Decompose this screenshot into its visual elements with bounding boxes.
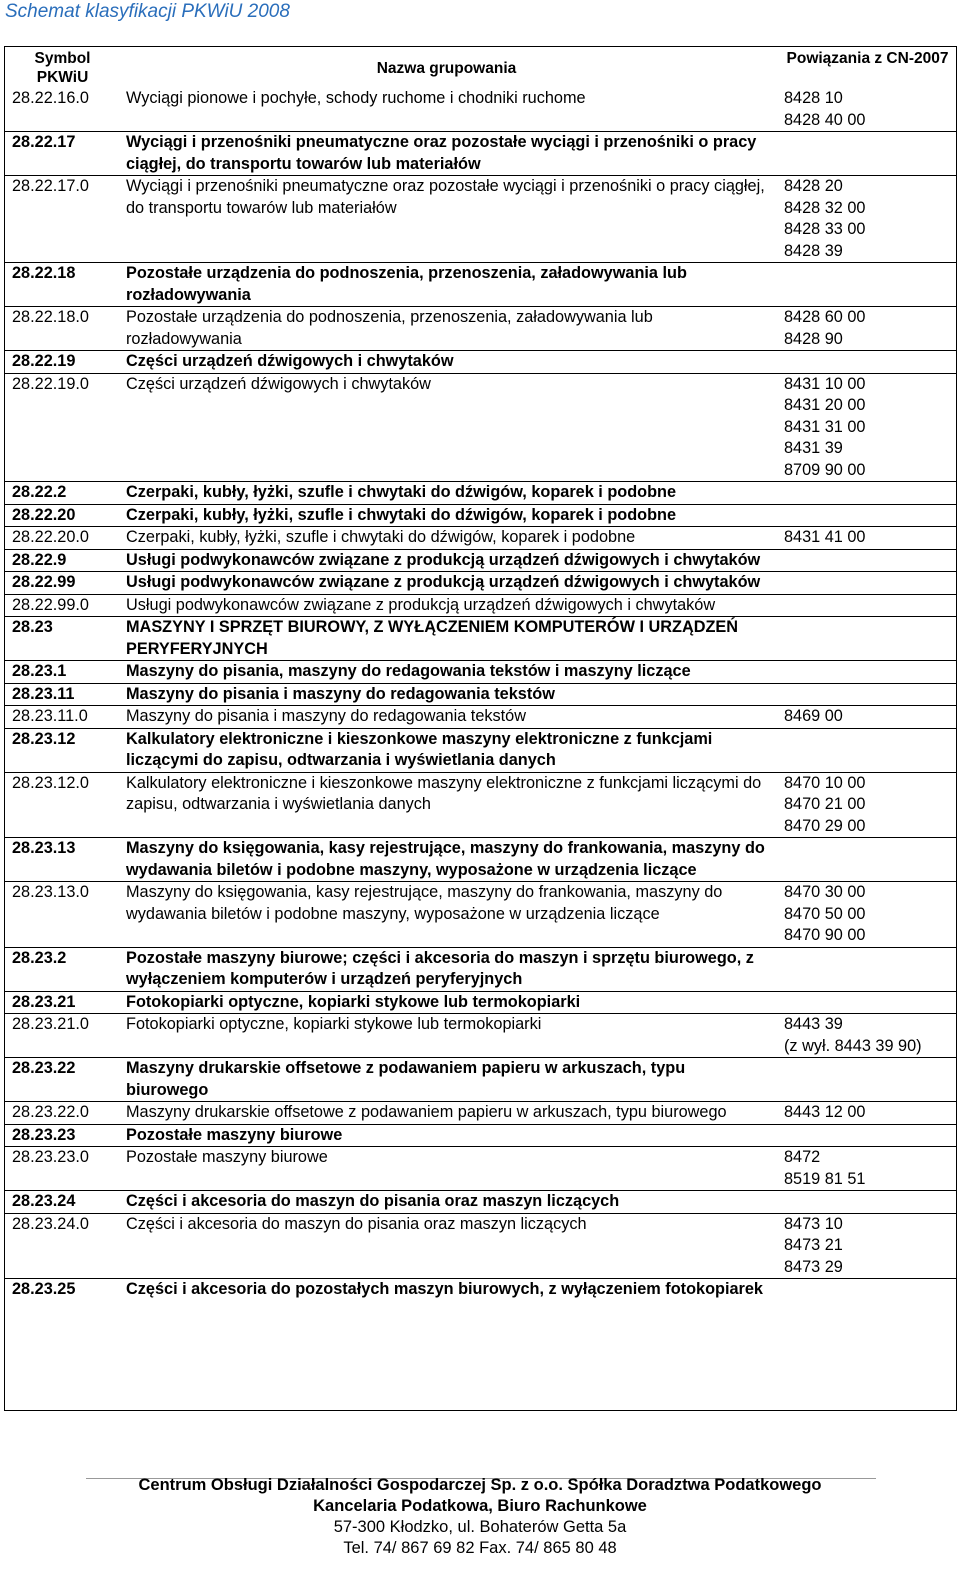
table-row bbox=[4, 263, 957, 307]
table-row bbox=[4, 683, 957, 706]
table-row bbox=[4, 838, 957, 882]
row-cn-codes bbox=[772, 838, 957, 882]
table-row bbox=[4, 176, 957, 263]
row-name: Czerpaki, kubły, łyżki, szufle i chwytaki do dźwigów, koparek i podobne bbox=[115, 504, 772, 527]
row-name: Usługi podwykonawców związane z produkcją urządzeń dźwigowych i chwytaków bbox=[115, 572, 772, 595]
row-name: Maszyny do księgowania, kasy rejestrujące, maszyny do frankowania, maszyny do wydawania biletów i podobne maszyny, wyposażone w urządzenia liczące bbox=[115, 838, 772, 882]
cn-code: 8473 21 bbox=[784, 1236, 843, 1254]
row-cn-codes bbox=[772, 1279, 957, 1301]
table-row bbox=[4, 88, 957, 132]
row-name: Pozostałe maszyny biurowe; części i akcesoria do maszyn i sprzętu biurowego, z wyłączeniem komputerów i urządzeń peryferyjnych bbox=[115, 947, 772, 991]
row-cn-codes bbox=[772, 1102, 957, 1125]
table-row bbox=[4, 1147, 957, 1191]
cn-code: 8473 29 bbox=[784, 1257, 843, 1276]
row-cn-codes bbox=[772, 947, 957, 991]
row-name: Kalkulatory elektroniczne i kieszonkowe maszyny elektroniczne z funkcjami liczącymi do zapisu, odtwarzania i wyświetlania danych bbox=[115, 772, 772, 838]
row-cn-codes bbox=[772, 549, 957, 572]
header-name: Nazwa grupowania bbox=[376, 59, 517, 77]
row-cn-codes bbox=[772, 1058, 957, 1102]
row-cn-codes bbox=[772, 176, 957, 263]
table-row bbox=[4, 132, 957, 176]
cn-code: 8428 20 bbox=[784, 177, 843, 195]
row-name: Części urządzeń dźwigowych i chwytaków bbox=[115, 373, 772, 482]
row-code: 28.23.25 bbox=[4, 1279, 115, 1301]
footer-phone: Tel. 74/ 867 69 82 Fax. 74/ 865 80 48 bbox=[343, 1539, 617, 1557]
row-code: 28.23.23.0 bbox=[4, 1147, 115, 1191]
row-cn-codes bbox=[772, 572, 957, 595]
row-code: 28.22.99 bbox=[4, 572, 115, 595]
row-name: Części i akcesoria do pozostałych maszyn biurowych, z wyłączeniem fotokopiarek bbox=[115, 1279, 772, 1301]
table-row bbox=[4, 594, 957, 617]
row-name: Kalkulatory elektroniczne i kieszonkowe maszyny elektroniczne z funkcjami liczącymi do zapisu, odtwarzania i wyświetlania danych bbox=[115, 728, 772, 772]
row-name: Fotokopiarki optyczne, kopiarki stykowe lub termokopiarki bbox=[115, 991, 772, 1014]
cn-code: 8428 32 00 bbox=[784, 198, 866, 217]
table-row bbox=[4, 527, 957, 550]
cn-code: 8470 30 00 bbox=[784, 883, 866, 901]
cn-code: 8470 90 00 bbox=[784, 926, 866, 944]
table-row bbox=[4, 661, 957, 684]
row-code: 28.23.12.0 bbox=[4, 772, 115, 838]
cn-code: 8431 41 00 bbox=[784, 528, 866, 546]
row-name: Części urządzeń dźwigowych i chwytaków bbox=[115, 351, 772, 374]
row-cn-codes bbox=[772, 482, 957, 505]
header-symbol: Symbol PKWiU bbox=[34, 50, 91, 86]
row-cn-codes bbox=[772, 882, 957, 948]
table-row bbox=[4, 373, 957, 482]
cn-code: 8709 90 00 bbox=[784, 460, 866, 479]
row-name: Maszyny do pisania, maszyny do redagowania tekstów i maszyny liczące bbox=[115, 661, 772, 684]
table-header-row bbox=[4, 46, 957, 88]
row-cn-codes bbox=[772, 263, 957, 307]
table-body bbox=[4, 88, 957, 1301]
row-cn-codes bbox=[772, 991, 957, 1014]
row-name: MASZYNY I SPRZĘT BIUROWY, Z WYŁĄCZENIEM KOMPUTERÓW I URZĄDZEŃ PERYFERYJNYCH bbox=[115, 617, 772, 661]
row-name: Maszyny do księgowania, kasy rejestrujące, maszyny do frankowania, maszyny do wydawania biletów i podobne maszyny, wyposażone w urządzenia liczące bbox=[115, 882, 772, 948]
table-row bbox=[4, 482, 957, 505]
cn-code: 8431 10 00 bbox=[784, 374, 866, 393]
row-name: Maszyny do pisania i maszyny do redagowania tekstów bbox=[115, 683, 772, 706]
cn-code: 8428 40 00 bbox=[784, 110, 866, 129]
cn-code: 8519 81 51 bbox=[784, 1169, 866, 1188]
row-code: 28.22.19 bbox=[4, 351, 115, 374]
row-code: 28.23.24 bbox=[4, 1191, 115, 1214]
cn-code: (z wył. 8443 39 90) bbox=[784, 1036, 922, 1055]
row-code: 28.23.24.0 bbox=[4, 1213, 115, 1279]
footer-company: Centrum Obsługi Działalności Gospodarczej Sp. z o.o. Spółka Doradztwa Podatkowego bbox=[138, 1476, 822, 1494]
table-row bbox=[4, 572, 957, 595]
table-row bbox=[4, 1124, 957, 1147]
row-name: Pozostałe maszyny biurowe bbox=[115, 1124, 772, 1147]
row-cn-codes bbox=[772, 1014, 957, 1058]
cn-code: 8470 50 00 bbox=[784, 904, 866, 923]
row-code: 28.22.20.0 bbox=[4, 527, 115, 550]
table-row bbox=[4, 1058, 957, 1102]
cn-code: 8428 33 00 bbox=[784, 220, 866, 238]
table-row bbox=[4, 351, 957, 374]
row-code: 28.23.11.0 bbox=[4, 706, 115, 729]
row-code: 28.22.17 bbox=[4, 132, 115, 176]
footer-office: Kancelaria Podatkowa, Biuro Rachunkowe bbox=[313, 1497, 647, 1515]
row-code: 28.23.12 bbox=[4, 728, 115, 772]
cn-code: 8469 00 bbox=[784, 707, 843, 725]
row-cn-codes bbox=[772, 1124, 957, 1147]
row-name: Maszyny drukarskie offsetowe z podawaniem papieru w arkuszach, typu biurowego bbox=[115, 1102, 772, 1125]
cn-code: 8428 60 00 bbox=[784, 308, 866, 326]
cn-code: 8473 10 bbox=[784, 1214, 843, 1233]
row-name: Usługi podwykonawców związane z produkcją urządzeń dźwigowych i chwytaków bbox=[115, 594, 772, 617]
table-row bbox=[4, 882, 957, 948]
classification-table bbox=[4, 46, 957, 1301]
row-name: Fotokopiarki optyczne, kopiarki stykowe lub termokopiarki bbox=[115, 1014, 772, 1058]
row-cn-codes bbox=[772, 132, 957, 176]
row-code: 28.23.11 bbox=[4, 683, 115, 706]
table-row bbox=[4, 1191, 957, 1214]
row-code: 28.22.9 bbox=[4, 549, 115, 572]
cn-code: 8428 39 bbox=[784, 241, 843, 260]
cn-code: 8470 10 00 bbox=[784, 773, 866, 792]
row-code: 28.23.23 bbox=[4, 1124, 115, 1147]
table-row bbox=[4, 307, 957, 351]
row-cn-codes bbox=[772, 1191, 957, 1214]
row-name: Wyciągi i przenośniki pneumatyczne oraz pozostałe wyciągi i przenośniki o pracy ciągłej, do transportu towarów lub materiałów bbox=[115, 132, 772, 176]
cn-code: 8472 bbox=[784, 1148, 821, 1166]
table-row bbox=[4, 772, 957, 838]
cn-code: 8431 20 00 bbox=[784, 396, 866, 414]
row-code: 28.23.1 bbox=[4, 661, 115, 684]
row-cn-codes bbox=[772, 617, 957, 661]
table-row bbox=[4, 1014, 957, 1058]
footer bbox=[0, 1475, 960, 1559]
row-cn-codes bbox=[772, 772, 957, 838]
row-code: 28.23 bbox=[4, 617, 115, 661]
row-cn-codes bbox=[772, 351, 957, 374]
row-cn-codes bbox=[772, 307, 957, 351]
table-row bbox=[4, 549, 957, 572]
row-name: Czerpaki, kubły, łyżki, szufle i chwytaki do dźwigów, koparek i podobne bbox=[115, 482, 772, 505]
header-cn: Powiązania z CN-2007 bbox=[786, 50, 949, 67]
footer-address: 57-300 Kłodzko, ul. Bohaterów Getta 5a bbox=[333, 1518, 627, 1536]
table-row bbox=[4, 1279, 957, 1301]
row-cn-codes bbox=[772, 594, 957, 617]
row-code: 28.22.18.0 bbox=[4, 307, 115, 351]
row-name: Usługi podwykonawców związane z produkcją urządzeń dźwigowych i chwytaków bbox=[115, 549, 772, 572]
cn-code: 8428 10 bbox=[784, 89, 843, 107]
row-name: Pozostałe urządzenia do podnoszenia, przenoszenia, załadowywania lub rozładowywania bbox=[115, 307, 772, 351]
row-code: 28.23.2 bbox=[4, 947, 115, 991]
row-name: Wyciągi pionowe i pochyłe, schody ruchome i chodniki ruchome bbox=[126, 89, 586, 107]
cn-code: 8428 90 bbox=[784, 329, 843, 348]
table-row bbox=[4, 728, 957, 772]
row-name: Pozostałe maszyny biurowe bbox=[115, 1147, 772, 1191]
row-name: Części i akcesoria do maszyn do pisania oraz maszyn liczących bbox=[115, 1191, 772, 1214]
cn-code: 8431 31 00 bbox=[784, 417, 866, 436]
row-name: Części i akcesoria do maszyn do pisania oraz maszyn liczących bbox=[115, 1213, 772, 1279]
row-cn-codes bbox=[772, 1213, 957, 1279]
table-row bbox=[4, 991, 957, 1014]
row-cn-codes bbox=[772, 1147, 957, 1191]
cn-code: 8443 39 bbox=[784, 1015, 843, 1033]
cn-code: 8470 21 00 bbox=[784, 795, 866, 813]
cn-code: 8443 12 00 bbox=[784, 1103, 866, 1121]
table-row bbox=[4, 1213, 957, 1279]
table-row bbox=[4, 617, 957, 661]
row-code: 28.23.22.0 bbox=[4, 1102, 115, 1125]
row-cn-codes bbox=[772, 706, 957, 729]
row-cn-codes bbox=[772, 373, 957, 482]
row-name: Wyciągi i przenośniki pneumatyczne oraz pozostałe wyciągi i przenośniki o pracy ciągłej, do transportu towarów lub materiałów bbox=[115, 176, 772, 263]
row-cn-codes bbox=[772, 683, 957, 706]
row-code: 28.22.2 bbox=[4, 482, 115, 505]
cn-code: 8470 29 00 bbox=[784, 816, 866, 835]
row-name: Pozostałe urządzenia do podnoszenia, przenoszenia, załadowywania lub rozładowywania bbox=[115, 263, 772, 307]
row-cn-codes bbox=[772, 504, 957, 527]
row-name: Maszyny do pisania i maszyny do redagowania tekstów bbox=[115, 706, 772, 729]
row-cn-codes bbox=[772, 527, 957, 550]
table-row bbox=[4, 504, 957, 527]
row-code: 28.23.21.0 bbox=[4, 1014, 115, 1058]
row-code: 28.22.17.0 bbox=[4, 176, 115, 263]
row-code: 28.22.16.0 bbox=[12, 89, 89, 107]
row-code: 28.22.18 bbox=[4, 263, 115, 307]
row-cn-codes bbox=[772, 88, 957, 132]
table-row bbox=[4, 947, 957, 991]
row-code: 28.22.19.0 bbox=[4, 373, 115, 482]
table-row bbox=[4, 1102, 957, 1125]
row-cn-codes bbox=[772, 728, 957, 772]
page-title: Schemat klasyfikacji PKWiU 2008 bbox=[5, 1, 290, 22]
row-code: 28.23.13.0 bbox=[4, 882, 115, 948]
table-row bbox=[4, 706, 957, 729]
row-code: 28.23.13 bbox=[4, 838, 115, 882]
row-code: 28.22.20 bbox=[4, 504, 115, 527]
row-code: 28.23.21 bbox=[4, 991, 115, 1014]
row-name: Czerpaki, kubły, łyżki, szufle i chwytaki do dźwigów, koparek i podobne bbox=[115, 527, 772, 550]
cn-code: 8431 39 bbox=[784, 439, 843, 457]
row-name: Maszyny drukarskie offsetowe z podawaniem papieru w arkuszach, typu biurowego bbox=[115, 1058, 772, 1102]
row-cn-codes bbox=[772, 661, 957, 684]
row-code: 28.22.99.0 bbox=[4, 594, 115, 617]
row-code: 28.23.22 bbox=[4, 1058, 115, 1102]
